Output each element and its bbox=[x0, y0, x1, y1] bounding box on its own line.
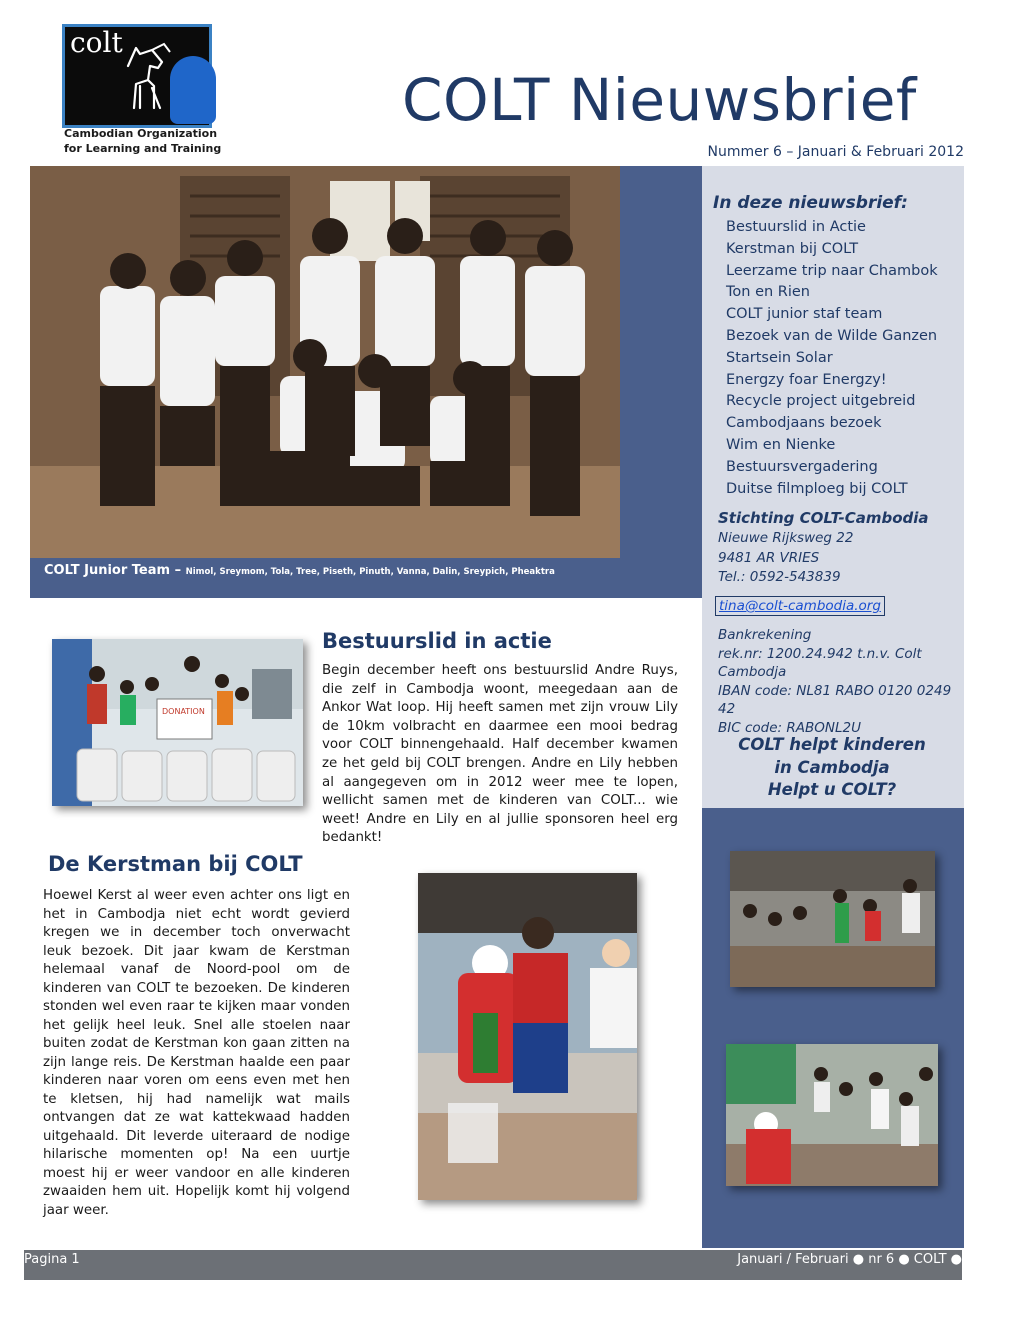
toc-item[interactable]: Ton en Rien bbox=[726, 284, 810, 301]
donation-photo bbox=[52, 639, 303, 806]
article1-body: Begin december heeft ons bestuurslid Andre Ruys, die zelf in Cambodja woont, meegedaan aan de Ankor Wat loop. Hij heeft samen met zijn vrouw Lily de 10km volbracht en daarmee een mooi bedrag voor COLT binnengehaald. Half december kwamen ze het geld bij COLT brengen. Andre en Lily hebben al aangegeven om in 2012 weer mee te lopen, wellicht samen met de kinderen van COLT... wie weet! Andre en Lily en al jullie sponsoren heel erg bedankt! bbox=[322, 663, 678, 846]
junior-team-photo bbox=[30, 166, 620, 558]
article1-title: Bestuurslid in actie bbox=[322, 629, 552, 653]
toc-item[interactable]: Bezoek van de Wilde Ganzen bbox=[726, 327, 938, 344]
article2-title: De Kerstman bij COLT bbox=[48, 852, 303, 876]
logo-caption: Cambodian Organization for Learning and Training bbox=[64, 127, 222, 155]
logo-wordmark: colt bbox=[70, 26, 123, 59]
page-number: Pagina 1 bbox=[24, 1252, 80, 1267]
logo-horse-icon bbox=[118, 40, 178, 112]
toc-item[interactable]: Kerstman bij COLT bbox=[726, 240, 859, 257]
organization-name: Stichting COLT-Cambodia bbox=[718, 509, 929, 527]
svg-text:DONATION: DONATION bbox=[162, 707, 205, 716]
toc-item[interactable]: COLT junior staf team bbox=[726, 306, 883, 323]
toc-item[interactable]: Duitse filmploeg bij COLT bbox=[726, 480, 908, 497]
party-photo-2 bbox=[726, 1044, 938, 1186]
issue-line: Nummer 6 – Januari & Februari 2012 bbox=[707, 144, 964, 160]
footer-issue: Januari / Februari ● nr 6 ● COLT ● bbox=[737, 1252, 962, 1267]
toc-item[interactable]: Leerzame trip naar Chambok bbox=[726, 262, 938, 279]
santa-photo bbox=[418, 873, 637, 1200]
newsletter-title: COLT Nieuwsbrief bbox=[402, 66, 917, 134]
toc-item[interactable]: Startsein Solar bbox=[726, 349, 833, 366]
toc-item[interactable]: Bestuursvergadering bbox=[726, 458, 878, 475]
toc-item[interactable]: Wim en Nienke bbox=[726, 436, 836, 453]
logo-head-icon bbox=[170, 56, 216, 124]
photo-caption: COLT Junior Team – Nimol, Sreymom, Tola, Tree, Piseth, Pinuth, Vanna, Dalin, Sreypich, Pheaktra bbox=[44, 563, 555, 578]
article2-body: Hoewel Kerst al weer even achter ons ligt en het in Cambodja niet echt wordt gevierd kregen we in december toch onverwacht leuk bezoek. Dit jaar kwam de Kerstman helemaal vanaf de Noord-pool om de kinderen van COLT te bezoeken. De kinderen stonden wel even raar te kijken maar vonden het gelijk heel leuk. Snel alle stoelen naar buiten zodat de Kerstman kon gaan zitten na zijn lange reis. De Kerstman haalde een paar kinderen naar voren om eens even met hen te kletsen, hij had namelijk wat mails ontvangen dat ze wat kattekwaad hadden uitgehaald. Dit leverde uiteraard de nodige hilarische momenten op! Na een uurtje moest hij er weer vandoor en alle kinderen zwaaiden hem uit. Hopelijk komt hij volgend jaar weer. bbox=[43, 888, 350, 1218]
toc-item[interactable]: Cambodjaans bezoek bbox=[726, 415, 882, 432]
bank-details: Bankrekening rek.nr: 1200.24.942 t.n.v. Colt Cambodja IBAN code: NL81 RABO 0120 0249 42 BIC code: RABONL2U bbox=[718, 627, 952, 736]
email-link[interactable]: tina@colt-cambodia.org bbox=[715, 596, 885, 616]
toc-item[interactable]: Energzy foar Energzy! bbox=[726, 371, 887, 388]
toc-heading: In deze nieuwsbrief: bbox=[713, 193, 908, 213]
toc-item[interactable]: Recycle project uitgebreid bbox=[726, 393, 916, 410]
toc-item[interactable]: Bestuurslid in Actie bbox=[726, 219, 866, 235]
address-block: Nieuwe Rijksweg 22 9481 AR VRIES Tel.: 0592-543839 bbox=[718, 530, 854, 585]
slogan: COLT helpt kinderen in Cambodja Helpt u COLT? bbox=[738, 735, 926, 799]
party-photo-1 bbox=[730, 851, 935, 987]
table-of-contents bbox=[726, 217, 938, 500]
